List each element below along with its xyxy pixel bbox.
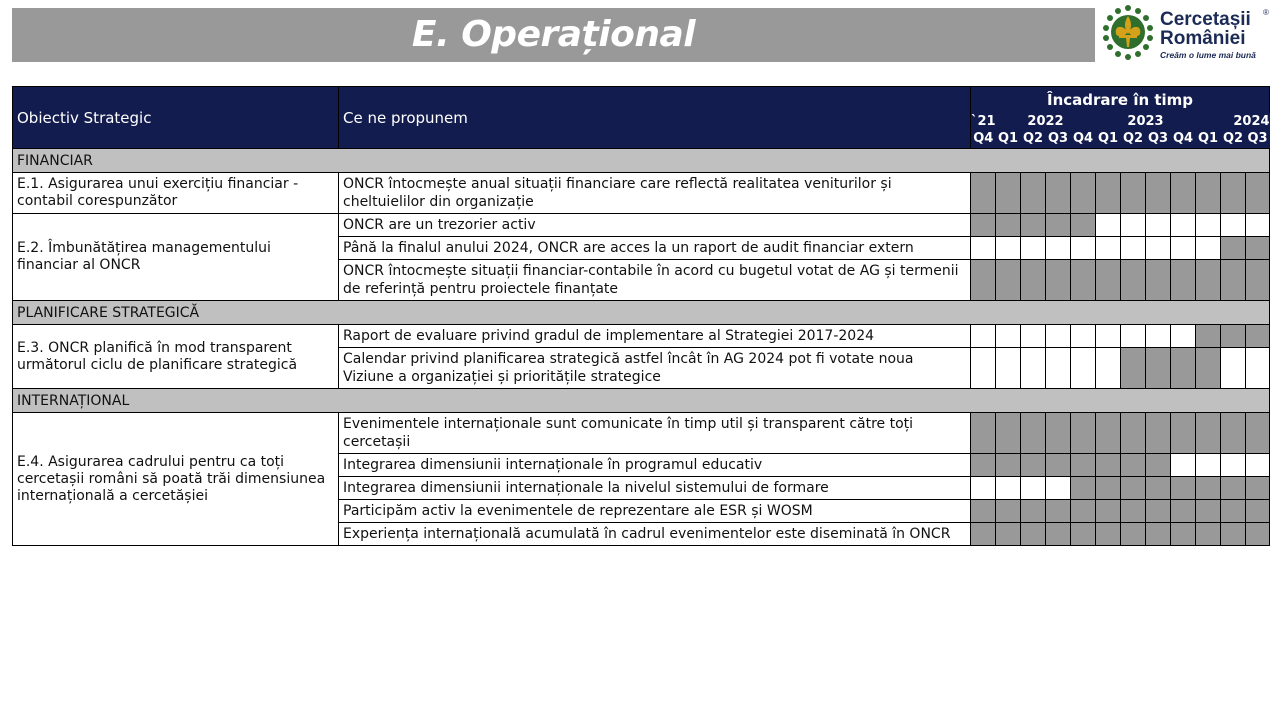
- timeline-cell-active: [1146, 173, 1171, 214]
- timeline-cell-active: [1096, 477, 1121, 500]
- proposal-cell: Evenimentele internaționale sunt comunicate în timp util și transparent către toți cercetașii: [339, 413, 971, 454]
- timeline-cell-active: [1196, 325, 1221, 348]
- strategy-table: [12, 86, 1270, 546]
- timeline-cell-active: [1146, 500, 1171, 523]
- timeline-cell-empty: [1071, 237, 1096, 260]
- header-proposal: Ce ne propunem: [339, 87, 971, 149]
- timeline-cell-empty: [971, 325, 996, 348]
- timeline-cell-active: [1171, 477, 1196, 500]
- timeline-cell-active: [1046, 454, 1071, 477]
- timeline-cell-active: [1221, 477, 1246, 500]
- timeline-cell-active: [1171, 348, 1196, 389]
- timeline-cell-active: [1196, 500, 1221, 523]
- objective-cell: E.1. Asigurarea unui exercițiu financiar - contabil corespunzător: [13, 173, 339, 214]
- timeline-cell-active: [1021, 454, 1046, 477]
- timeline-cell-active: [1196, 477, 1221, 500]
- timeline-cell-active: [996, 454, 1021, 477]
- timeline-cell-active: [1246, 260, 1270, 301]
- timeline-cell-empty: [1246, 214, 1270, 237]
- table-row: [13, 173, 1270, 214]
- timeline-cell-empty: [1221, 214, 1246, 237]
- timeline-cell-empty: [996, 477, 1021, 500]
- page-title: E. Operațional: [411, 14, 696, 55]
- quarter-label: Q3: [1146, 130, 1171, 149]
- timeline-cell-empty: [1096, 237, 1121, 260]
- timeline-cell-active: [1221, 500, 1246, 523]
- timeline-cell-active: [971, 173, 996, 214]
- timeline-cell-active: [1021, 523, 1046, 546]
- timeline-cell-active: [1121, 477, 1146, 500]
- timeline-cell-empty: [1196, 454, 1221, 477]
- timeline-cell-active: [971, 454, 996, 477]
- timeline-cell-active: [971, 500, 996, 523]
- timeline-cell-empty: [1021, 325, 1046, 348]
- timeline-cell-active: [1246, 173, 1270, 214]
- scout-fleur-de-lis-icon: [1102, 4, 1154, 60]
- timeline-cell-active: [1246, 413, 1270, 454]
- timeline-cell-active: [1171, 413, 1196, 454]
- timeline-cell-empty: [1221, 348, 1246, 389]
- timeline-cell-active: [1146, 260, 1171, 301]
- year-label: `21: [971, 114, 996, 129]
- timeline-cell-empty: [1171, 237, 1196, 260]
- quarter-label: Q2: [1121, 130, 1146, 149]
- timeline-cell-active: [1246, 325, 1270, 348]
- timeline-cell-active: [1071, 173, 1096, 214]
- title-bar: [12, 8, 1095, 62]
- timeline-cell-active: [1246, 523, 1270, 546]
- timeline-cell-active: [1096, 413, 1121, 454]
- timeline-cell-active: [1221, 260, 1246, 301]
- timeline-cell-active: [1071, 413, 1096, 454]
- timeline-cell-active: [1171, 260, 1196, 301]
- timeline-cell-active: [1196, 260, 1221, 301]
- section-row: [13, 149, 1270, 173]
- timeline-cell-active: [1121, 173, 1146, 214]
- timeline-cell-active: [1071, 477, 1096, 500]
- timeline-cell-active: [1021, 413, 1046, 454]
- timeline-cell-empty: [1146, 237, 1171, 260]
- proposal-cell: Participăm activ la evenimentele de reprezentare ale ESR și WOSM: [339, 500, 971, 523]
- proposal-cell: Integrarea dimensiunii internaționale în programul educativ: [339, 454, 971, 477]
- timeline-cell-active: [1196, 173, 1221, 214]
- timeline-cell-active: [1221, 325, 1246, 348]
- logo-tagline: Creăm o lume mai bună: [1160, 50, 1256, 60]
- timeline-cell-active: [1046, 214, 1071, 237]
- timeline-cell-empty: [1021, 237, 1046, 260]
- timeline-cell-empty: [1171, 325, 1196, 348]
- timeline-cell-empty: [971, 477, 996, 500]
- timeline-cell-empty: [1121, 237, 1146, 260]
- strategy-table-body: [13, 149, 1270, 546]
- timeline-cell-empty: [1246, 348, 1270, 389]
- timeline-cell-empty: [1021, 348, 1046, 389]
- timeline-cell-active: [1096, 454, 1121, 477]
- timeline-cell-empty: [1021, 477, 1046, 500]
- organization-logo: [1102, 4, 1272, 62]
- proposal-cell: ONCR întocmește anual situații financiare care reflectă realitatea veniturilor și cheltuielilor din organizație: [339, 173, 971, 214]
- table-row: [13, 413, 1270, 454]
- timeline-cell-empty: [1096, 214, 1121, 237]
- timeline-cell-active: [1071, 454, 1096, 477]
- timeline-cell-empty: [1196, 237, 1221, 260]
- timeline-cell-active: [996, 500, 1021, 523]
- timeline-cell-active: [1121, 260, 1146, 301]
- timeline-cell-active: [1046, 413, 1071, 454]
- timeline-cell-active: [1146, 454, 1171, 477]
- quarter-label: Q4: [1171, 130, 1196, 149]
- timeline-cell-active: [1146, 477, 1171, 500]
- section-title: PLANIFICARE STRATEGICĂ: [13, 301, 1270, 325]
- timeline-cell-active: [1046, 523, 1071, 546]
- quarter-label: Q4: [1071, 130, 1096, 149]
- timeline-cell-active: [1046, 260, 1071, 301]
- timeline-cell-active: [996, 260, 1021, 301]
- timeline-cell-active: [1096, 500, 1121, 523]
- timeline-cell-active: [1146, 523, 1171, 546]
- objective-cell: E.4. Asigurarea cadrului pentru ca toți cercetașii români să poată trăi dimensiunea internațională a cercetășiei: [13, 413, 339, 546]
- timeline-cell-empty: [1096, 348, 1121, 389]
- timeline-cell-active: [996, 214, 1021, 237]
- timeline-cell-empty: [971, 237, 996, 260]
- registered-mark: ®: [1263, 8, 1269, 17]
- timeline-cell-empty: [1146, 325, 1171, 348]
- timeline-cell-active: [1171, 500, 1196, 523]
- timeline-cell-active: [1246, 237, 1270, 260]
- timeline-cell-active: [1221, 523, 1246, 546]
- quarter-label: Q3: [1046, 130, 1071, 149]
- timeline-cell-empty: [1221, 454, 1246, 477]
- timeline-cell-active: [996, 523, 1021, 546]
- timeline-cell-active: [1121, 348, 1146, 389]
- section-row: [13, 301, 1270, 325]
- timeline-cell-active: [1021, 500, 1046, 523]
- timeline-cell-active: [1121, 454, 1146, 477]
- timeline-cell-active: [1121, 413, 1146, 454]
- quarter-label: Q1: [1196, 130, 1221, 149]
- proposal-cell: Raport de evaluare privind gradul de implementare al Strategiei 2017-2024: [339, 325, 971, 348]
- timeline-cell-empty: [1071, 348, 1096, 389]
- timeline-cell-empty: [996, 237, 1021, 260]
- timeline-cell-active: [1046, 173, 1071, 214]
- timeline-cell-empty: [1046, 237, 1071, 260]
- quarter-label: Q2: [1221, 130, 1246, 149]
- timeline-cell-active: [971, 413, 996, 454]
- year-label: 2024: [1196, 113, 1270, 130]
- timeline-cell-active: [971, 214, 996, 237]
- timeline-cell-empty: [1121, 214, 1146, 237]
- timeline-cell-active: [1021, 214, 1046, 237]
- timeline-cell-active: [1171, 523, 1196, 546]
- timeline-cell-active: [1246, 500, 1270, 523]
- quarter-label: Q2: [1021, 130, 1046, 149]
- objective-cell: E.2. Îmbunătățirea managementului financiar al ONCR: [13, 214, 339, 301]
- timeline-cell-active: [1096, 173, 1121, 214]
- quarter-label: Q1: [996, 130, 1021, 149]
- proposal-cell: Calendar privind planificarea strategică astfel încât în AG 2024 pot fi votate noua Viziune a organizației și prioritățile strategice: [339, 348, 971, 389]
- timeline-cell-empty: [996, 325, 1021, 348]
- timeline-cell-empty: [1121, 325, 1146, 348]
- proposal-cell: Integrarea dimensiunii internaționale la nivelul sistemului de formare: [339, 477, 971, 500]
- timeline-cell-empty: [996, 348, 1021, 389]
- timeline-cell-active: [1221, 413, 1246, 454]
- timeline-cell-empty: [1071, 325, 1096, 348]
- objective-cell: E.3. ONCR planifică în mod transparent următorul ciclu de planificare strategică: [13, 325, 339, 389]
- timeline-cell-empty: [1046, 477, 1071, 500]
- year-label: 2022: [996, 113, 1096, 130]
- timeline-cell-active: [1071, 214, 1096, 237]
- timeline-cell-active: [1021, 173, 1046, 214]
- section-row: [13, 389, 1270, 413]
- timeline-cell-active: [971, 260, 996, 301]
- timeline-cell-active: [1096, 523, 1121, 546]
- timeline-cell-active: [1046, 500, 1071, 523]
- timeline-cell-active: [1071, 260, 1096, 301]
- section-title: INTERNAȚIONAL: [13, 389, 1270, 413]
- timeline-cell-active: [996, 413, 1021, 454]
- quarter-label: Q1: [1096, 130, 1121, 149]
- timeline-cell-empty: [1046, 325, 1071, 348]
- table-row: [13, 214, 1270, 237]
- timeline-cell-active: [1196, 413, 1221, 454]
- timeline-cell-active: [1121, 500, 1146, 523]
- timeline-cell-empty: [1196, 214, 1221, 237]
- proposal-cell: ONCR întocmește situații financiar-contabile în acord cu bugetul votat de AG și termenii de referință pentru proiectele finanțate: [339, 260, 971, 301]
- proposal-cell: Experiența internațională acumulată în cadrul evenimentelor este diseminată în ONCR: [339, 523, 971, 546]
- quarter-label: Q3: [1246, 130, 1270, 149]
- timeline-cell-active: [1246, 477, 1270, 500]
- timeline-cell-active: [1021, 260, 1046, 301]
- timeline-cell-active: [1121, 523, 1146, 546]
- timeline-cell-active: [1146, 348, 1171, 389]
- timeline-cell-active: [1196, 348, 1221, 389]
- timeline-cell-active: [971, 523, 996, 546]
- timeline-cell-empty: [1046, 348, 1071, 389]
- year-label: 2023: [1096, 113, 1196, 130]
- timeline-cell-empty: [1246, 454, 1270, 477]
- logo-text-line1: Cercetașii: [1160, 9, 1251, 30]
- proposal-cell: Până la finalul anului 2024, ONCR are acces la un raport de audit financiar extern: [339, 237, 971, 260]
- timeline-cell-active: [1171, 173, 1196, 214]
- timeline-cell-empty: [971, 348, 996, 389]
- table-row: [13, 325, 1270, 348]
- timeline-cell-empty: [1171, 214, 1196, 237]
- timeline-cell-active: [1096, 260, 1121, 301]
- timeline-cell-empty: [1171, 454, 1196, 477]
- header-objective: Obiectiv Strategic: [13, 87, 339, 149]
- timeline-cell-active: [1221, 173, 1246, 214]
- logo-text-line2: României: [1160, 28, 1246, 49]
- timeline-cell-active: [1196, 523, 1221, 546]
- timeline-cell-active: [1071, 523, 1096, 546]
- proposal-cell: ONCR are un trezorier activ: [339, 214, 971, 237]
- quarter-label: Q4: [971, 130, 996, 149]
- timeline-cell-active: [996, 173, 1021, 214]
- header-timeframe: Încadrare în timp: [971, 87, 1270, 114]
- timeline-cell-empty: [1146, 214, 1171, 237]
- timeline-cell-active: [1146, 413, 1171, 454]
- timeline-cell-empty: [1096, 325, 1121, 348]
- section-title: FINANCIAR: [13, 149, 1270, 173]
- timeline-cell-active: [1071, 500, 1096, 523]
- timeline-cell-active: [1221, 237, 1246, 260]
